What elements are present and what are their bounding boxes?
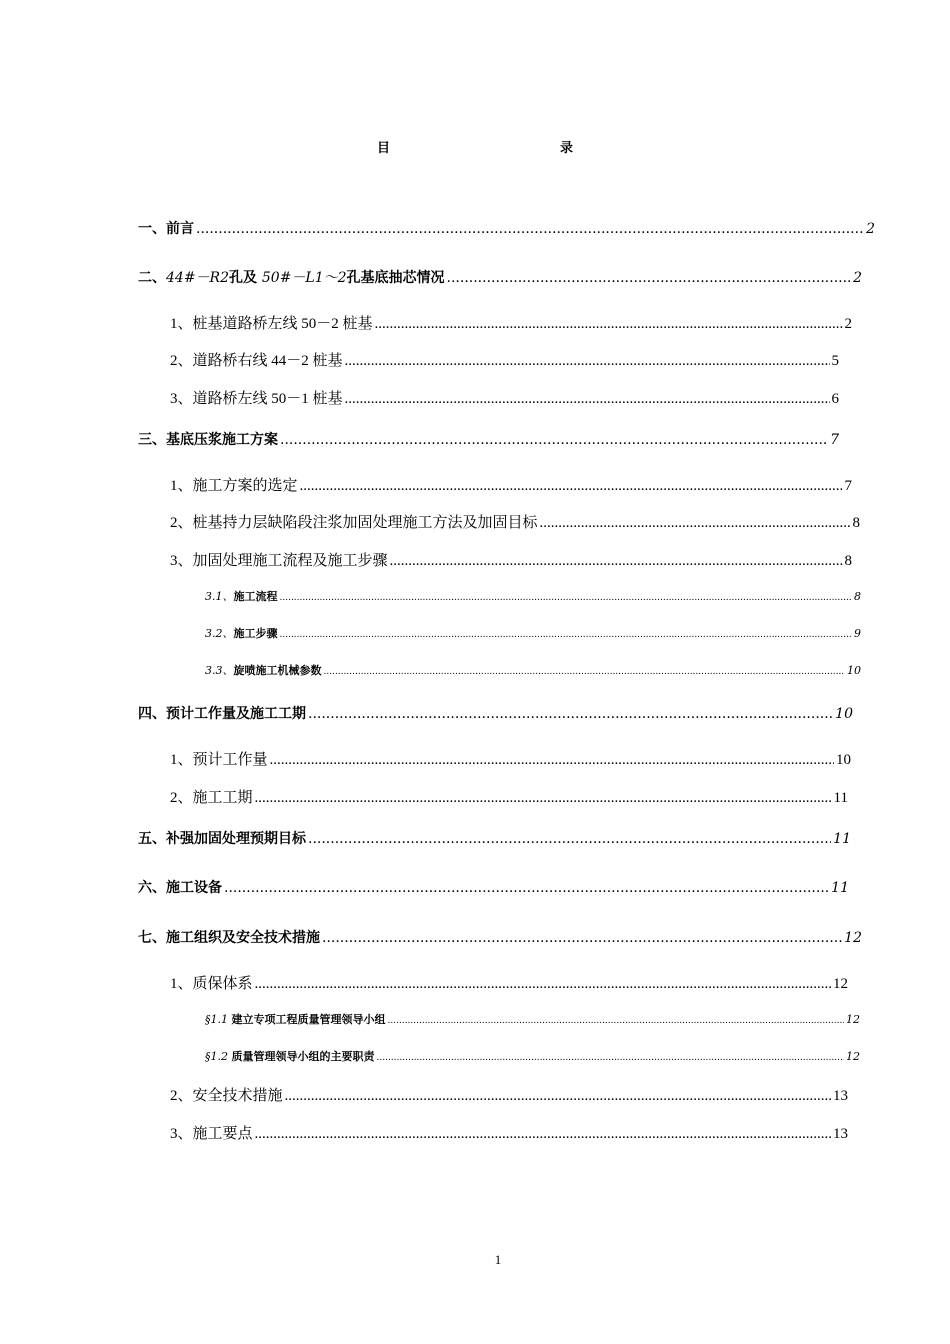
toc-entry[interactable] [170, 786, 848, 807]
toc-entry-page: 5 [831, 353, 839, 369]
toc-entry-label: 2、施工工期 [170, 790, 253, 806]
toc-entry[interactable] [170, 312, 852, 333]
toc-entry[interactable] [138, 218, 875, 238]
toc-entry[interactable] [138, 877, 849, 897]
toc-entry-label: 1、桩基道路桥左线 50－2 桩基 [170, 316, 373, 332]
toc-entry-page: 2 [844, 316, 852, 332]
toc-entry-label: 3、施工要点 [170, 1126, 253, 1142]
leader-dots [345, 353, 830, 370]
toc-entry[interactable] [170, 549, 852, 570]
toc-entry[interactable] [170, 387, 839, 408]
leader-dots [255, 1126, 831, 1143]
leader-dots [388, 1016, 845, 1026]
toc-entry[interactable] [170, 511, 860, 532]
leader-dots [270, 752, 834, 769]
toc-entry-label: §1.1 建立专项工程质量管理领导小组 [205, 1013, 386, 1026]
leader-dots [377, 1053, 845, 1063]
toc-entry[interactable] [170, 1084, 848, 1105]
toc-entry-page: 10 [835, 706, 853, 722]
toc-entry-label: 四、预计工作量及施工工期 [138, 706, 306, 722]
toc-entry[interactable] [170, 972, 848, 993]
leader-dots [285, 1088, 831, 1105]
leader-dots [280, 593, 853, 603]
leader-dots [322, 930, 842, 946]
toc-entry-label: 一、前言 [138, 221, 194, 237]
leader-dots [280, 432, 828, 448]
toc-entry-page: 9 [854, 627, 861, 640]
leader-dots [300, 478, 843, 495]
leader-dots [324, 667, 846, 677]
toc-entry-page: 12 [846, 1013, 860, 1026]
leader-dots [375, 316, 843, 333]
toc-entry-page: 7 [830, 432, 839, 448]
toc-entry-label: 2、道路桥右线 44－2 桩基 [170, 353, 343, 369]
leader-dots [540, 515, 851, 532]
toc-entry-page: 13 [833, 1088, 848, 1104]
toc-entry-label: 3.3、旋喷施工机械参数 [205, 664, 322, 677]
toc-entry-label: 七、施工组织及安全技术措施 [138, 930, 320, 946]
toc-entry[interactable] [170, 748, 851, 769]
toc-entry-label: 1、预计工作量 [170, 752, 268, 768]
toc-entry-label: 2、桩基持力层缺陷段注浆加固处理施工方法及加固目标 [170, 515, 538, 531]
toc-entry-label: 3、道路桥左线 50－1 桩基 [170, 391, 343, 407]
toc-entry-page: 2 [866, 221, 875, 237]
toc-entry-page: 12 [844, 930, 862, 946]
toc-entry-page: 10 [847, 664, 861, 677]
leader-dots [224, 880, 829, 896]
toc-entry-label: 二、44#－R2孔及 50#－L1～2孔基底抽芯情况 [138, 270, 445, 286]
toc-entry-page: 8 [854, 590, 861, 603]
toc-entry-page: 2 [853, 270, 862, 286]
leader-dots [308, 831, 831, 847]
leader-dots [447, 270, 852, 286]
toc-entry-page: 11 [833, 790, 848, 806]
toc-entry[interactable] [138, 927, 862, 947]
toc-entry[interactable] [205, 1048, 860, 1064]
toc-entry-label: 3、加固处理施工流程及施工步骤 [170, 553, 388, 569]
toc-entry-page: 11 [831, 880, 849, 896]
toc-entry-page: 6 [831, 391, 839, 407]
toc-entry[interactable] [170, 474, 852, 495]
toc-title: 目 录 [376, 141, 621, 156]
toc-entry-page: 10 [836, 752, 851, 768]
leader-dots [196, 221, 864, 237]
page-number: 1 [494, 1252, 502, 1267]
leader-dots [280, 630, 853, 640]
toc-entry-page: 12 [846, 1050, 860, 1063]
toc-entry-page: 12 [833, 976, 848, 992]
toc-entry[interactable] [138, 828, 851, 848]
toc-entry-page: 7 [844, 478, 852, 494]
toc-entry-label: 3.1、施工流程 [205, 590, 278, 603]
toc-entry[interactable] [205, 588, 861, 604]
toc-entry[interactable] [138, 267, 862, 287]
toc-entry[interactable] [170, 349, 839, 370]
toc-entry[interactable] [205, 1011, 860, 1027]
toc-entry-label: §1.2 质量管理领导小组的主要职责 [205, 1050, 375, 1063]
leader-dots [390, 553, 843, 570]
toc-entry-label: 三、基底压浆施工方案 [138, 432, 278, 448]
toc-entry-page: 8 [852, 515, 860, 531]
toc-entry[interactable] [205, 662, 861, 678]
toc-entry-label: 1、施工方案的选定 [170, 478, 298, 494]
toc-entry[interactable] [138, 703, 853, 723]
toc-entry[interactable] [170, 1122, 848, 1143]
toc-entry-label: 2、安全技术措施 [170, 1088, 283, 1104]
toc-entry-page: 13 [833, 1126, 848, 1142]
leader-dots [308, 706, 833, 722]
leader-dots [345, 391, 830, 408]
toc-entry-label: 3.2、施工步骤 [205, 627, 278, 640]
leader-dots [255, 790, 832, 807]
leader-dots [255, 976, 831, 993]
toc-entry-page: 8 [844, 553, 852, 569]
toc-entry-label: 六、施工设备 [138, 880, 222, 896]
toc-entry[interactable] [138, 429, 839, 449]
toc-entry-page: 11 [833, 831, 851, 847]
toc-entry[interactable] [205, 625, 861, 641]
toc-entry-label: 五、补强加固处理预期目标 [138, 831, 306, 847]
toc-entry-label: 1、质保体系 [170, 976, 253, 992]
